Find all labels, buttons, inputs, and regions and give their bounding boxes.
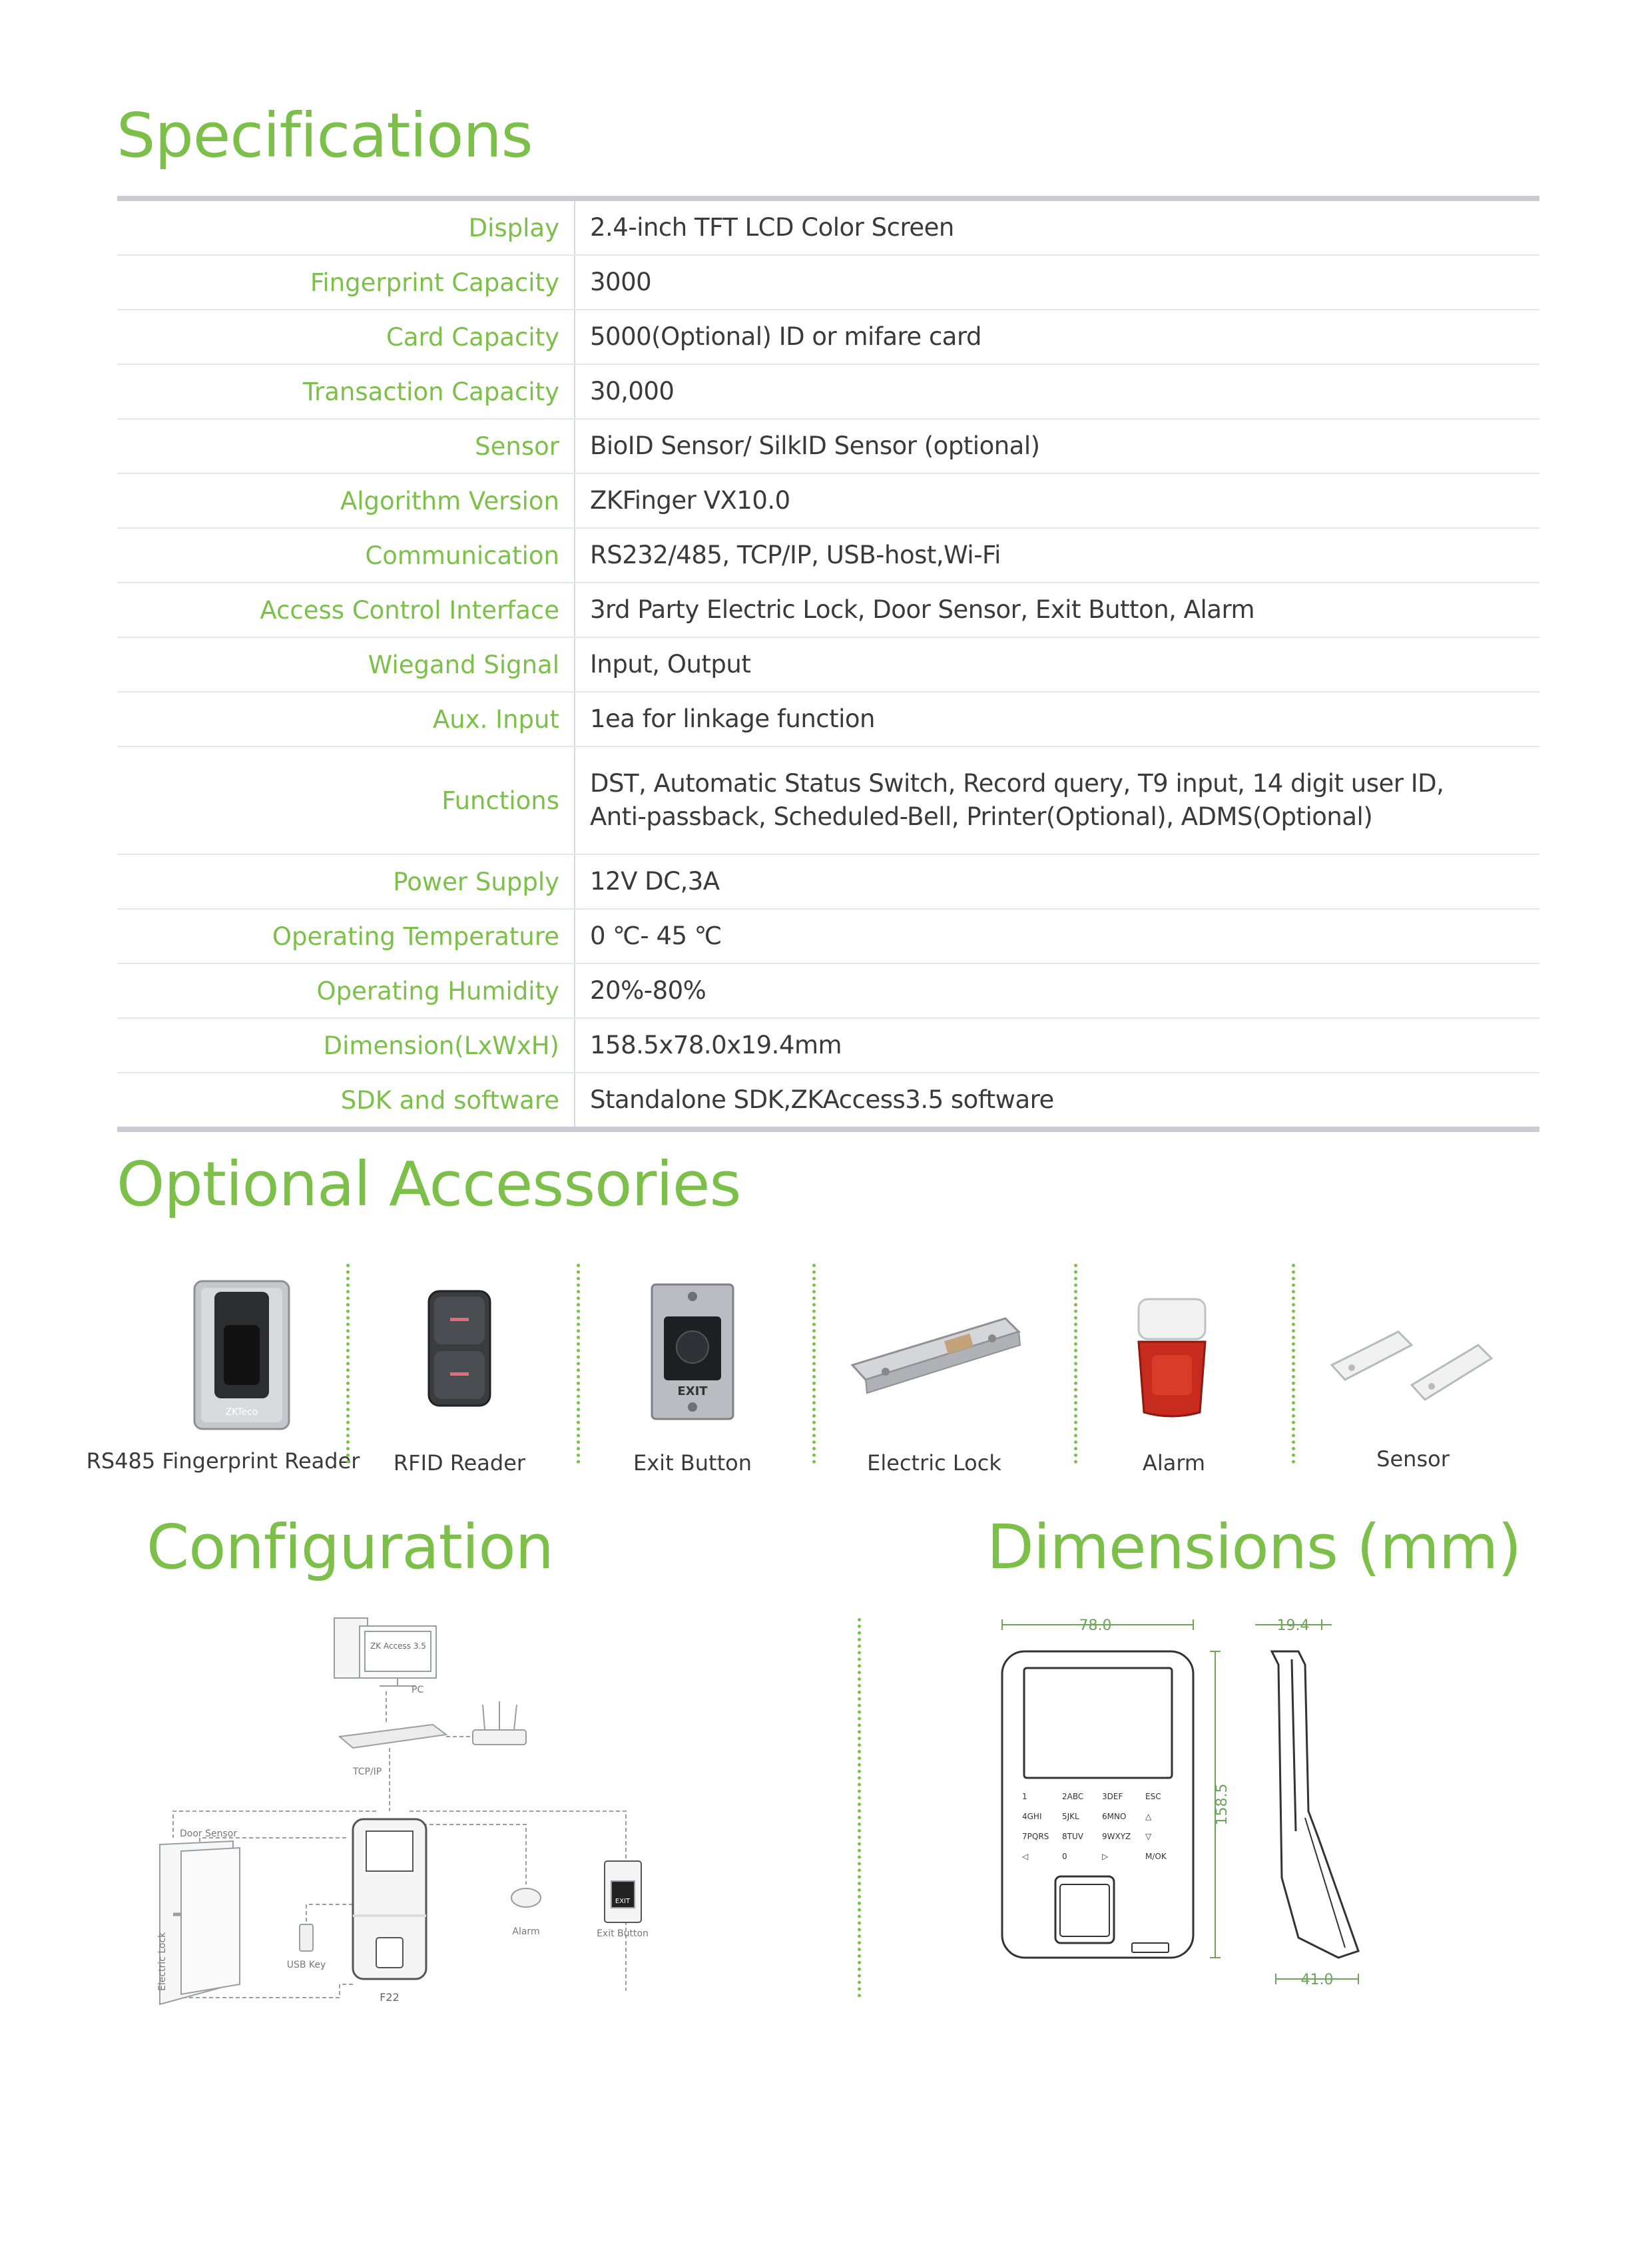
usb-key-icon: [300, 1924, 313, 1951]
config-alarm-icon: [511, 1888, 541, 1907]
alarm-label: Alarm: [512, 1926, 540, 1937]
exit-button-text: EXIT: [677, 1384, 708, 1398]
accessory-divider: [1074, 1264, 1077, 1464]
keypad-key: △: [1145, 1812, 1152, 1821]
exit-button-label: Exit Button: [597, 1928, 649, 1939]
spec-row: [117, 474, 1539, 529]
spec-value: 2.4-inch TFT LCD Color Screen: [590, 213, 954, 242]
accessory-divider: [577, 1264, 580, 1464]
spec-value: Standalone SDK,ZKAccess3.5 software: [590, 1085, 1054, 1114]
usb-key-label: USB Key: [286, 1960, 326, 1970]
device-front-outline: [1002, 1651, 1193, 1958]
rfid-reader-icon: [426, 1288, 493, 1408]
tcpip-label: TCP/IP: [353, 1767, 382, 1777]
keypad-key: ESC: [1145, 1792, 1161, 1801]
spec-row: [117, 365, 1539, 420]
door-sensor-label: Door Sensor: [180, 1828, 238, 1839]
spec-value: 20%-80%: [590, 976, 706, 1005]
spec-label: Wiegand Signal: [117, 638, 575, 691]
configuration-title: Configuration: [146, 1512, 553, 1583]
electric-lock-label: Electric Lock: [157, 1932, 168, 1991]
spec-value: DST, Automatic Status Switch, Record query, T9 input, 14 digit user ID, Anti-passback, Scheduled-Bell, Printer(Optional), ADMS(Optional): [590, 769, 1444, 831]
spec-label: Communication: [117, 529, 575, 582]
spec-row: [117, 693, 1539, 747]
spec-row: [117, 420, 1539, 474]
device-label: F22: [380, 1991, 400, 2004]
keypad-key: ▷: [1102, 1852, 1109, 1861]
keypad-key: ◁: [1022, 1852, 1029, 1861]
accessory-label-alarm: Alarm: [1142, 1450, 1206, 1476]
spec-label: Access Control Interface: [117, 583, 575, 637]
spec-value: 5000(Optional) ID or mifare card: [590, 322, 982, 351]
keypad-key: 5JKL: [1062, 1812, 1079, 1821]
section-divider: [858, 1618, 861, 1998]
config-exit-text: EXIT: [615, 1898, 631, 1905]
network-switch-icon: [340, 1725, 446, 1748]
pc-label: PC: [412, 1685, 424, 1695]
spec-row: [117, 583, 1539, 638]
accessory-label-exit-button: Exit Button: [633, 1450, 752, 1476]
spec-label: Dimension(LxWxH): [117, 1019, 575, 1072]
keypad-key: 0: [1062, 1852, 1067, 1861]
spec-label: Sensor: [117, 420, 575, 473]
dim-width: 78.0: [1079, 1617, 1112, 1634]
spec-value: 3rd Party Electric Lock, Door Sensor, Exit Button, Alarm: [590, 595, 1255, 624]
spec-row: [117, 638, 1539, 693]
accessory-label-electric-lock: Electric Lock: [867, 1450, 1001, 1476]
accessories-title: Optional Accessories: [117, 1149, 741, 1220]
keypad-key: ▽: [1145, 1832, 1152, 1841]
accessory-label-fingerprint-reader: RS485 Fingerprint Reader: [86, 1448, 360, 1474]
reader-brand-text: ZKTeco: [225, 1407, 258, 1418]
spec-value: 0 ℃- 45 ℃: [590, 922, 722, 950]
spec-label: Aux. Input: [117, 693, 575, 746]
spec-value: RS232/485, TCP/IP, USB-host,Wi-Fi: [590, 541, 1001, 569]
dim-height: 158.5: [1214, 1783, 1231, 1826]
spec-label: Card Capacity: [117, 310, 575, 364]
dim-depth: 19.4: [1276, 1617, 1310, 1634]
spec-label: Fingerprint Capacity: [117, 256, 575, 309]
pc-software-label: ZK Access 3.5: [370, 1641, 426, 1651]
keypad-key: 1: [1022, 1792, 1027, 1801]
spec-row: [117, 201, 1539, 256]
spec-label: SDK and software: [117, 1073, 575, 1127]
spec-value: 1ea for linkage function: [590, 704, 875, 733]
spec-label: Transaction Capacity: [117, 365, 575, 418]
spec-row: [117, 256, 1539, 310]
keypad-key: 4GHI: [1022, 1812, 1042, 1821]
dimensions-title: Dimensions (mm): [987, 1512, 1521, 1583]
spec-label: Operating Humidity: [117, 964, 575, 1017]
fingerprint-reader-icon: [192, 1278, 292, 1432]
exit-button-icon: [649, 1282, 736, 1422]
spec-row: [117, 747, 1539, 855]
spec-value: 158.5x78.0x19.4mm: [590, 1031, 842, 1059]
spec-row: [117, 910, 1539, 964]
spec-label: Functions: [117, 747, 575, 854]
device-keypad: [1021, 1792, 1167, 1861]
accessory-divider: [812, 1264, 816, 1464]
dim-depth-bottom: 41.0: [1300, 1972, 1334, 1988]
spec-value: 3000: [590, 268, 652, 296]
keypad-key: M/OK: [1145, 1852, 1167, 1861]
spec-row: [117, 1073, 1539, 1127]
keypad-key: 6MNO: [1102, 1812, 1127, 1821]
alarm-icon: [1125, 1295, 1219, 1422]
spec-row: [117, 529, 1539, 583]
keypad-key: 9WXYZ: [1102, 1832, 1131, 1841]
spec-row: [117, 964, 1539, 1019]
configuration-diagram: [146, 1611, 812, 2011]
spec-row: [117, 310, 1539, 365]
keypad-key: 3DEF: [1102, 1792, 1123, 1801]
spec-row: [117, 855, 1539, 910]
accessory-divider: [346, 1264, 350, 1464]
spec-value: Input, Output: [590, 650, 751, 679]
sensor-icon: [1325, 1305, 1498, 1405]
accessory-label-rfid-reader: RFID Reader: [393, 1450, 526, 1476]
device-side-outline: [1272, 1651, 1358, 1958]
specifications-table: [117, 196, 1539, 1132]
router-icon: [473, 1730, 526, 1745]
spec-value: BioID Sensor/ SilkID Sensor (optional): [590, 431, 1040, 460]
spec-value: 12V DC,3A: [590, 867, 720, 896]
spec-label: Display: [117, 201, 575, 254]
keypad-key: 8TUV: [1062, 1832, 1083, 1841]
spec-label: Operating Temperature: [117, 910, 575, 963]
spec-row: [117, 1019, 1539, 1073]
keypad-key: 7PQRS: [1022, 1832, 1049, 1841]
dimensions-drawing: [985, 1611, 1571, 1998]
accessory-divider: [1292, 1264, 1295, 1464]
spec-label: Power Supply: [117, 855, 575, 908]
spec-value: ZKFinger VX10.0: [590, 486, 790, 515]
electric-lock-icon: [846, 1305, 1025, 1398]
keypad-key: 2ABC: [1062, 1792, 1084, 1801]
spec-label: Algorithm Version: [117, 474, 575, 527]
accessory-label-sensor: Sensor: [1376, 1446, 1450, 1472]
specifications-title: Specifications: [117, 100, 533, 171]
spec-value: 30,000: [590, 377, 675, 406]
